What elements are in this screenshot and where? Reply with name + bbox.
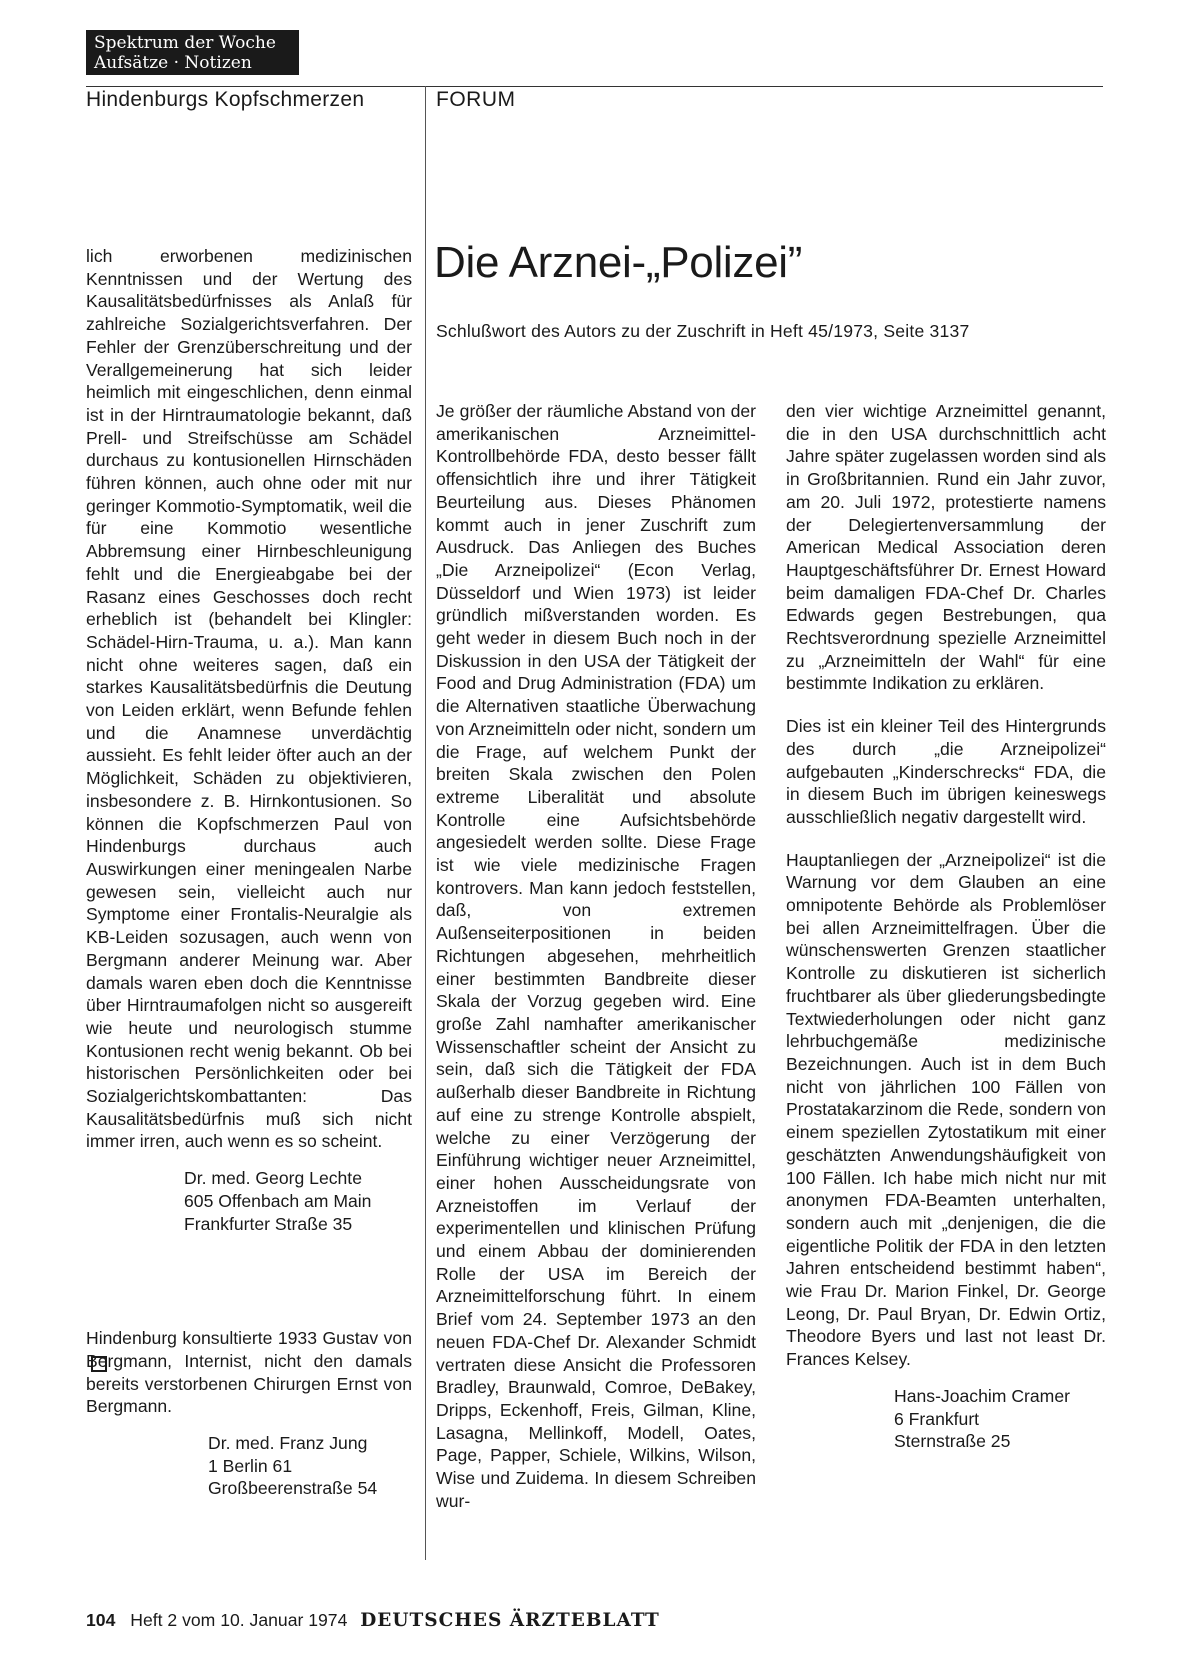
signature-line: Frankfurter Straße 35 bbox=[184, 1213, 353, 1234]
signature-lechte bbox=[184, 1167, 412, 1235]
left-column bbox=[86, 245, 412, 1500]
badge-line-2: Aufsätze · Notizen bbox=[94, 53, 252, 73]
section-end-square bbox=[91, 1356, 107, 1372]
editor-note: Hindenburg konsultierte 1933 Gustav von Bergmann, Internist, nicht den damals bereits verstorbenen Chirurgen Ernst von Bergmann. bbox=[86, 1328, 412, 1417]
signature-line: 6 Frankfurt bbox=[894, 1408, 980, 1429]
article-paragraph: Dies ist ein kleiner Teil des Hintergrunds des durch „die Arzneipolizei“ aufgebauten „Kinderschrecks“ FDA, die in diesem Buch im übrigen keineswegs ausschließlich negativ dargestellt wird. bbox=[786, 716, 1106, 827]
signature-line: Dr. med. Franz Jung bbox=[208, 1433, 368, 1454]
page-number: 104 bbox=[86, 1610, 116, 1630]
article-paragraph: Je größer der räumliche Abstand von der amerikanischen Arzneimittel-Kontrollbehörde FDA, desto besser fällt offensichtlich ihre und ihrer Tätigkeit Beurteilung aus. Dieses Phänomen kommt auch in jener Zuschrift zum Ausdruck. Das Anliegen des Buches „Die Arzneipolizei“ (Econ Verlag, Düsseldorf und Wien 1973) ist leider gründlich mißverstanden worden. Es geht weder in diesem Buch noch in der Diskussion in den USA der Tätigkeit der Food and Drug Administration (FDA) um die Alternativen staatliche Überwachung von Arzneimitteln oder nicht, sondern um die Frage, auf welchem Punkt der breiten Skala zwischen den Polen extreme Liberalität und absolute Kontrolle eine Aufsichtsbehörde angesiedelt werden sollte. Diese Frage ist wie viele medizinische Fragen kontrovers. Man kann jedoch feststellen, daß, von extremen Außenseiterpositionen in beiden Richtungen abgesehen, mehrheitlich einer bestimmten Bandbreite dieser Skala der Vorzug gegeben wird. Eine große Zahl namhafter amerikanischer Wissenschaftler scheint der Ansicht zu sein, daß sich die Tätigkeit der FDA außerhalb dieser Bandbreite in Richtung auf eine zu strenge Kontrolle abspielt, welche zu einer Verzögerung der Einführung wichtiger neuer Arzneimittel, einer hohen Ausscheidungsrate von Arzneistoffen im Verlauf der experimentellen und klinischen Prüfung und einem Abbau der dominierenden Rolle der USA im Bereich der Arzneimittelforschung führt. In einem Brief vom 24. September 1973 an den neuen FDA-Chef Dr. Alexander Schmidt vertraten diese Ansicht die Professoren Bradley, Braunwald, Comroe, DeBakey, Dripps, Eckenhoff, Freis, Gilman, Kline, Lasagna, Mellinkoff, Modell, Oates, Page, Papper, Schiele, Wilkins, Wilson, Wise und Zuidema. In diesem Schreiben wur- bbox=[436, 401, 756, 1511]
signature-line: 1 Berlin 61 bbox=[208, 1455, 293, 1476]
section-label-right: FORUM bbox=[436, 88, 516, 111]
letter-text: lich erworbenen medizinischen Kenntnissen und der Wertung des Kausalitätsbedürfnisses als Anlaß für zahlreiche Sozialgerichtsverfahren. Der Fehler der Grenzüberschreitung und der Verallgemeinerung hat sich leider heimlich mit eingeschlichen, denn einmal ist in der Hirntraumatologie bekannt, daß Prell- und Streifschüsse am Schädel durchaus zu kontusionellen Hirnschäden führen können, auch ohne oder mit nur geringer Kommotio-Symptomatik, weil die für eine Kommotio wesentliche Abbremsung einer Hirnbeschleunigung fehlt und die Energieabgabe bei der Rasanz eines Geschosses doch recht erheblich ist (behandelt bei Klingler: Schädel-Hirn-Trauma, u. a.). Man kann nicht ohne weiteres sagen, daß ein starkes Kausalitätsbedürfnis die Deutung von Leiden erklärt, wenn Befunde fehlen und die Anamnese unverdächtig aussieht. Es fehlt leider öfter auch an der Möglichkeit, Schäden zu objektivieren, insbesondere z. B. Hirnkontusionen. So können die Kopfschmerzen Paul von Hindenburgs durchaus auch Auswirkungen einer meningealen Narbe gewesen sein, vielleicht auch nur Symptome einer Frontalis-Neuralgie als KB-Leiden sozusagen, auch wenn von Bergmann anderer Meinung war. Aber damals waren eben doch die Kenntnisse über Hirntraumafolgen nicht so ausgereift wie heute und neurologisch stumme Kontusionen recht wenig bekannt. Ob bei historischen Persönlichkeiten oder bei Sozialgerichtskombattanten: Das Kausalitätsbedürfnis muß sich nicht immer irren, auch wenn es so scheint. bbox=[86, 246, 412, 1152]
signature-line: Hans-Joachim Cramer bbox=[894, 1385, 1070, 1406]
journal-name: DEUTSCHES ÄRZTEBLATT bbox=[360, 1610, 660, 1631]
signature-jung bbox=[208, 1432, 412, 1500]
article-column-right bbox=[786, 400, 1106, 1453]
badge-line-1: Spektrum der Woche bbox=[94, 33, 276, 53]
section-badge bbox=[86, 30, 299, 75]
column-divider bbox=[425, 86, 426, 1560]
signature-line: Sternstraße 25 bbox=[894, 1431, 1011, 1452]
page-footer bbox=[86, 1610, 660, 1631]
issue-info: Heft 2 vom 10. Januar 1974 bbox=[130, 1610, 348, 1630]
article-column-middle bbox=[436, 400, 756, 1512]
header-rule bbox=[86, 86, 1103, 87]
article-paragraph: den vier wichtige Arzneimittel genannt, die in den USA durchschnittlich acht Jahre später zugelassen worden sind als in Großbritannien. Rund ein Jahr zuvor, am 20. Juli 1972, protestierte namens der Delegiertenversammlung der American Medical Association deren Hauptgeschäftsführer Dr. Ernest Howard beim damaligen FDA-Chef Dr. Charles Edwards gegen Bestrebungen, qua Rechtsverordnung spezielle Arzneimittel zu „Arzneimitteln der Wahl“ für eine bestimmte Indikation zu erklären. bbox=[786, 401, 1106, 694]
article-title: Die Arznei-„Polizei” bbox=[434, 238, 803, 287]
signature-line: Großbeerenstraße 54 bbox=[208, 1478, 378, 1499]
signature-line: Dr. med. Georg Lechte bbox=[184, 1168, 362, 1189]
article-paragraph: Hauptanliegen der „Arzneipolizei“ ist die Warnung vor dem Glauben an eine omnipotente Behörde als Problemlöser bei allen Arzneimittelfragen. Über die wünschenswerten Grenzen staatlicher Kontrolle zu diskutieren ist sicherlich fruchtbarer als über gliederungsbedingte Textwiederholungen oder nicht ganz lehrbuchgemäße medizinische Bezeichnungen. Auch ist in dem Buch nicht von jährlichen 100 Fällen von Prostatakarzinom die Rede, sondern von einem speziellen Zytostatikum mit einer geschätzten Anwendungshäufigkeit von 100 Fällen. Ich habe mich nicht nur mit anonymen FDA-Beamten unterhalten, sondern auch mit „denjenigen, die die eigentliche Politik der FDA in den letzten Jahren entscheidend bestimmt haben“, wie Frau Dr. Marion Finkel, Dr. George Leong, Dr. Paul Bryan, Dr. Edwin Ortiz, Theodore Byers und last not least Dr. Frances Kelsey. bbox=[786, 849, 1106, 1370]
article-subtitle: Schlußwort des Autors zu der Zuschrift in Heft 45/1973, Seite 3137 bbox=[436, 321, 970, 341]
signature-line: 605 Offenbach am Main bbox=[184, 1190, 372, 1211]
signature-cramer bbox=[894, 1385, 1106, 1453]
section-label-left: Hindenburgs Kopfschmerzen bbox=[86, 88, 365, 111]
